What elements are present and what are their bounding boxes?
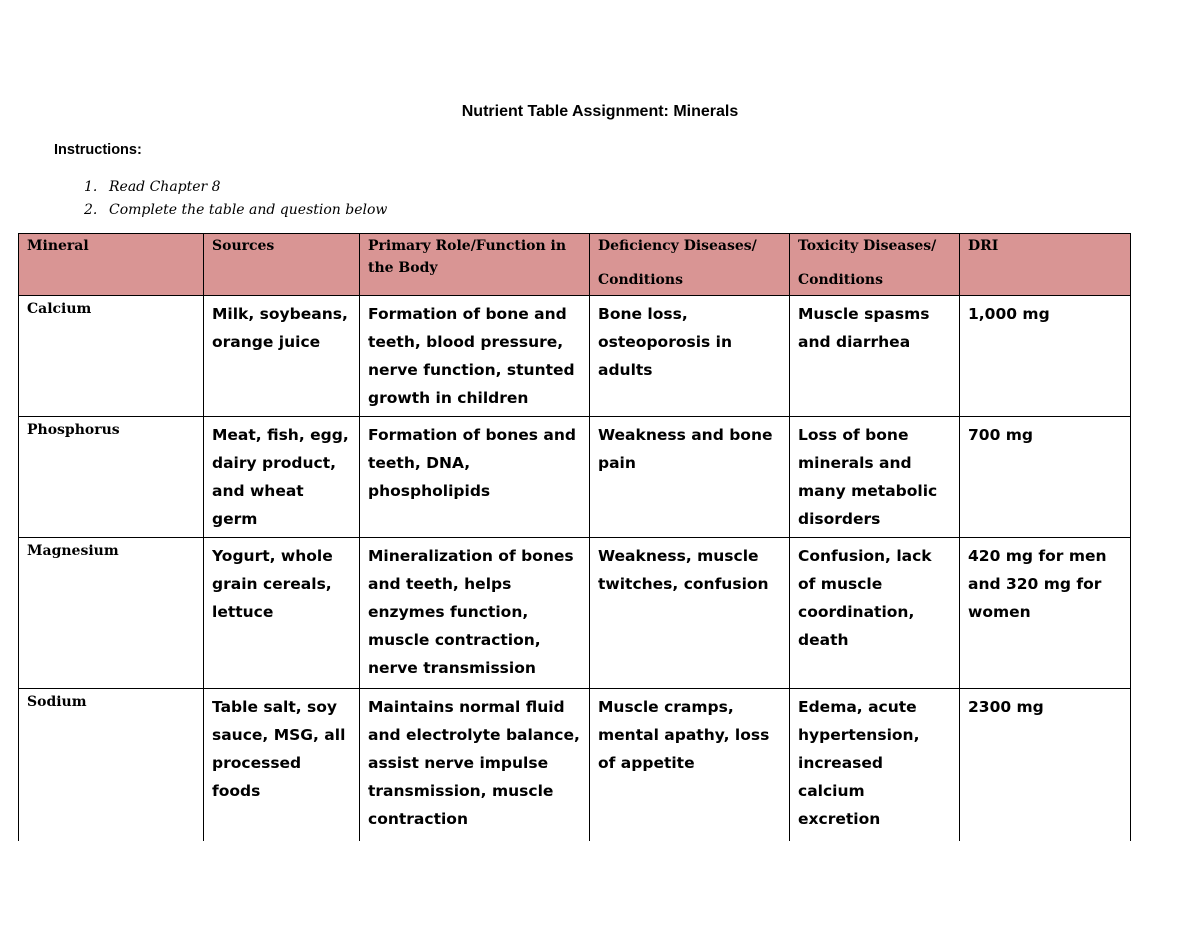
mineral-name: Sodium: [19, 689, 204, 841]
table-row: [19, 417, 1131, 538]
header-toxicity-line1: Toxicity Diseases/: [798, 238, 937, 254]
instruction-step: [84, 176, 387, 199]
dri-cell: 420 mg for men and 320 mg for women: [960, 538, 1131, 689]
step-number: 1.: [84, 179, 98, 195]
step-text: Complete the table and question below: [109, 202, 388, 218]
instructions-list: [84, 176, 387, 222]
dri-cell: 700 mg: [960, 417, 1131, 538]
mineral-name: Magnesium: [19, 538, 204, 689]
toxicity-cell: Muscle spasms and diarrhea: [790, 296, 960, 417]
table-row: [19, 689, 1131, 841]
instructions-label: Instructions:: [54, 142, 142, 158]
role-cell: Formation of bones and teeth, DNA, phospholipids: [360, 417, 590, 538]
document-title: Nutrient Table Assignment: Minerals: [461, 103, 739, 120]
sources-cell: Yogurt, whole grain cereals, lettuce: [204, 538, 360, 689]
nutrient-table: [18, 233, 1131, 841]
role-cell: Maintains normal fluid and electrolyte balance, assist nerve impulse transmission, muscle contraction: [360, 689, 590, 841]
step-number: 2.: [84, 202, 98, 218]
header-sources: Sources: [204, 234, 360, 296]
toxicity-cell: Edema, acute hypertension, increased calcium excretion: [790, 689, 960, 841]
table-row: [19, 538, 1131, 689]
table-row: [19, 296, 1131, 417]
mineral-name: Phosphorus: [19, 417, 204, 538]
header-toxicity: [790, 234, 960, 296]
dri-cell: 2300 mg: [960, 689, 1131, 841]
instruction-step: [84, 199, 387, 222]
role-cell: Formation of bone and teeth, blood pressure, nerve function, stunted growth in children: [360, 296, 590, 417]
header-deficiency: [590, 234, 790, 296]
sources-cell: Milk, soybeans, orange juice: [204, 296, 360, 417]
header-toxicity-line2: Conditions: [798, 272, 883, 288]
dri-cell: 1,000 mg: [960, 296, 1131, 417]
sources-cell: Meat, fish, egg, dairy product, and wheat germ: [204, 417, 360, 538]
header-mineral: Mineral: [19, 234, 204, 296]
header-dri: DRI: [960, 234, 1131, 296]
header-primary-role: Primary Role/Function in the Body: [360, 234, 590, 296]
deficiency-cell: Weakness and bone pain: [590, 417, 790, 538]
toxicity-cell: Confusion, lack of muscle coordination, death: [790, 538, 960, 689]
table-header-row: [19, 234, 1131, 296]
step-text: Read Chapter 8: [109, 179, 221, 195]
mineral-name: Calcium: [19, 296, 204, 417]
deficiency-cell: Muscle cramps, mental apathy, loss of appetite: [590, 689, 790, 841]
role-cell: Mineralization of bones and teeth, helps enzymes function, muscle contraction, nerve transmission: [360, 538, 590, 689]
sources-cell: Table salt, soy sauce, MSG, all processed foods: [204, 689, 360, 841]
toxicity-cell: Loss of bone minerals and many metabolic disorders: [790, 417, 960, 538]
header-deficiency-line1: Deficiency Diseases/: [598, 238, 757, 254]
header-deficiency-line2: Conditions: [598, 272, 683, 288]
deficiency-cell: Weakness, muscle twitches, confusion: [590, 538, 790, 689]
deficiency-cell: Bone loss, osteoporosis in adults: [590, 296, 790, 417]
